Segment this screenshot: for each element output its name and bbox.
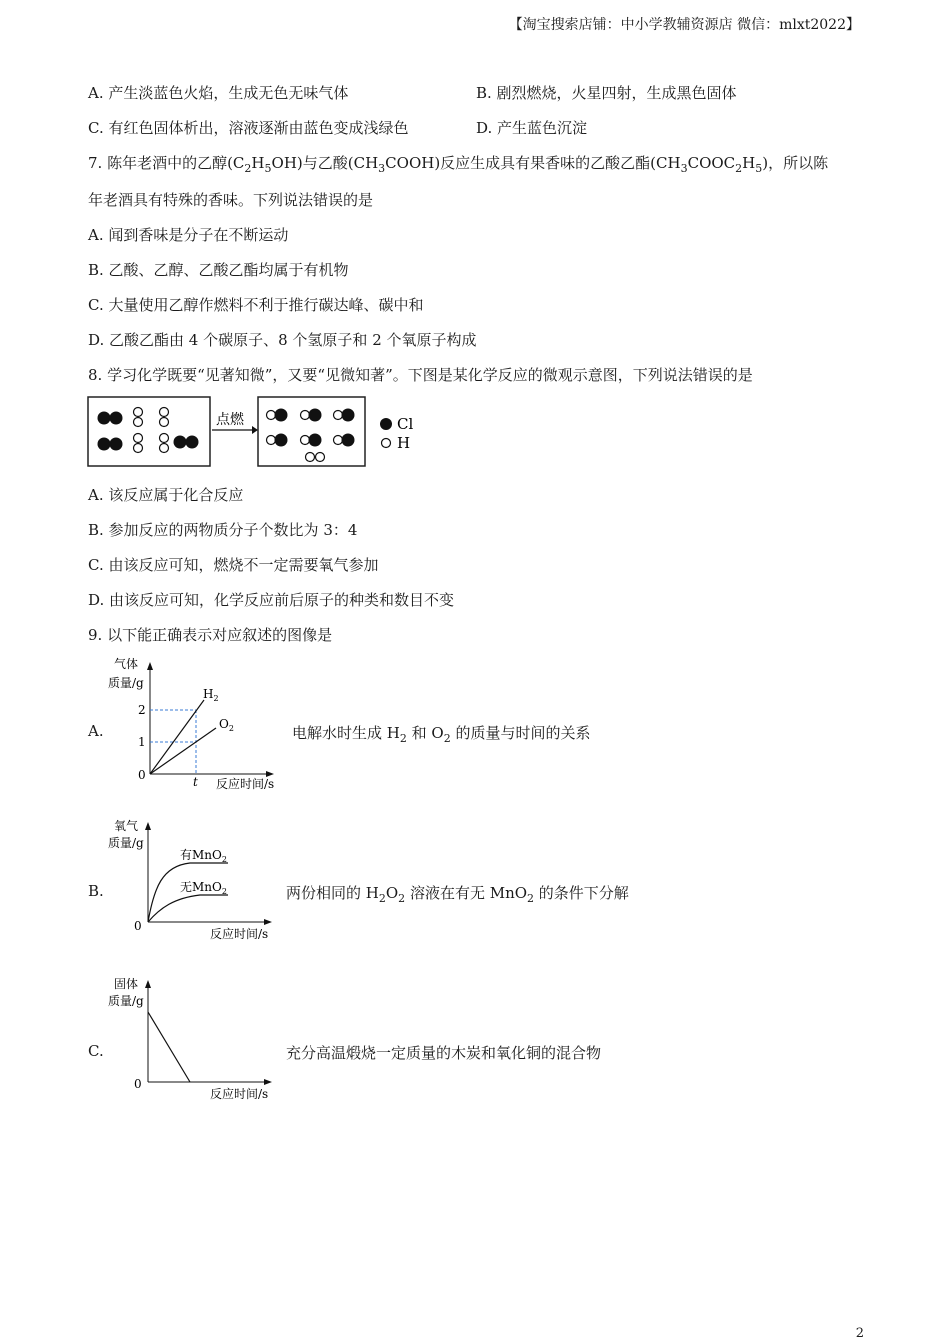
q9-b-label: B. — [88, 882, 104, 900]
q8-option-b: B. 参加反应的两物质分子个数比为 3：4 — [88, 521, 358, 539]
q9-a-label: A. — [88, 722, 104, 740]
q9-c-label: C. — [88, 1042, 104, 1060]
svg-text:固体: 固体 — [114, 977, 139, 991]
svg-text:有MnO2: 有MnO$_2$ — [180, 848, 227, 864]
svg-text:质量/g: 质量/g — [108, 836, 144, 850]
q7-stem: 7. 陈年老酒中的乙醇$(C_2H_5OH)$与乙酸$(CH_3COOH)$反应生成具有果香味的乙酸乙酯$(CH_3COOC_2H_5)$，所以陈 — [88, 154, 829, 175]
legend-h: H — [397, 434, 411, 452]
q7-option-a: A. 闻到香味是分子在不断运动 — [88, 226, 289, 244]
q7-option-c: C. 大量使用乙醇作燃料不利于推行碳达峰、碳中和 — [88, 296, 424, 314]
svg-text:反应时间/s: 反应时间/s — [210, 1087, 269, 1101]
svg-text:质量/g: 质量/g — [108, 676, 144, 690]
svg-text:0: 0 — [134, 919, 142, 933]
svg-text:无MnO2: 无MnO$_2$ — [180, 880, 227, 896]
svg-text:反应时间/s: 反应时间/s — [210, 927, 269, 941]
q8-option-d: D. 由该反应可知，化学反应前后原子的种类和数目不变 — [88, 591, 455, 609]
page-number: 2 — [855, 1326, 864, 1341]
svg-text:氧气: 氧气 — [114, 819, 139, 833]
legend-cl: Cl — [397, 415, 414, 433]
svg-text:2: 2 — [138, 703, 146, 717]
q7-option-b: B. 乙酸、乙醇、乙酸乙酯均属于有机物 — [88, 261, 349, 279]
svg-text:质量/g: 质量/g — [108, 994, 144, 1008]
svg-text:H2: $H_2$ — [203, 687, 219, 703]
svg-text:0: 0 — [138, 768, 146, 782]
q9-b-graph — [100, 818, 290, 946]
header-banner: 【淘宝搜索店铺：中小学教辅资源店 微信：mlxt2022】 — [508, 17, 860, 33]
q7-stem-line2: 年老酒具有特殊的香味。下列说法错误的是 — [88, 191, 374, 209]
svg-text:1: 1 — [138, 735, 146, 749]
q8-stem: 8. 学习化学既要“见著知微”，又要“见微知著”。下图是某化学反应的微观示意图，下列说法错误的是 — [88, 366, 753, 384]
q8-option-c: C. 由该反应可知，燃烧不一定需要氧气参加 — [88, 556, 379, 574]
q9-c-graph — [100, 976, 290, 1104]
q6-option-b: B. 剧烈燃烧，火星四射，生成黑色固体 — [476, 84, 737, 102]
arrow-label: 点燃 — [216, 412, 244, 428]
q9-a-graph — [100, 656, 290, 796]
q6-option-c: C. 有红色固体析出，溶液逐渐由蓝色变成浅绿色 — [88, 119, 409, 137]
svg-text:气体: 气体 — [114, 657, 139, 671]
q9-c-desc: 充分高温煅烧一定质量的木炭和氧化铜的混合物 — [286, 1044, 602, 1062]
q9-a-desc: 电解水时生成 $H_2$ 和 $O_2$ 的质量与时间的关系 — [292, 724, 591, 745]
q7-option-d: D. 乙酸乙酯由 4 个碳原子、8 个氢原子和 2 个氧原子构成 — [88, 331, 477, 349]
q6-option-d: D. 产生蓝色沉淀 — [476, 119, 588, 137]
svg-text:0: 0 — [134, 1077, 142, 1091]
svg-text:O2: $O_2$ — [219, 717, 234, 733]
q6-option-a: A. 产生淡蓝色火焰，生成无色无味气体 — [88, 84, 349, 102]
q8-reaction-diagram — [86, 394, 436, 470]
svg-text:t: t — [193, 775, 198, 789]
q8-option-a: A. 该反应属于化合反应 — [88, 486, 244, 504]
svg-text:反应时间/s: 反应时间/s — [216, 777, 275, 791]
q9-stem: 9. 以下能正确表示对应叙述的图像是 — [88, 626, 333, 644]
q9-b-desc: 两份相同的 $H_2O_2$ 溶液在有无 MnO$_2$ 的条件下分解 — [286, 884, 629, 905]
